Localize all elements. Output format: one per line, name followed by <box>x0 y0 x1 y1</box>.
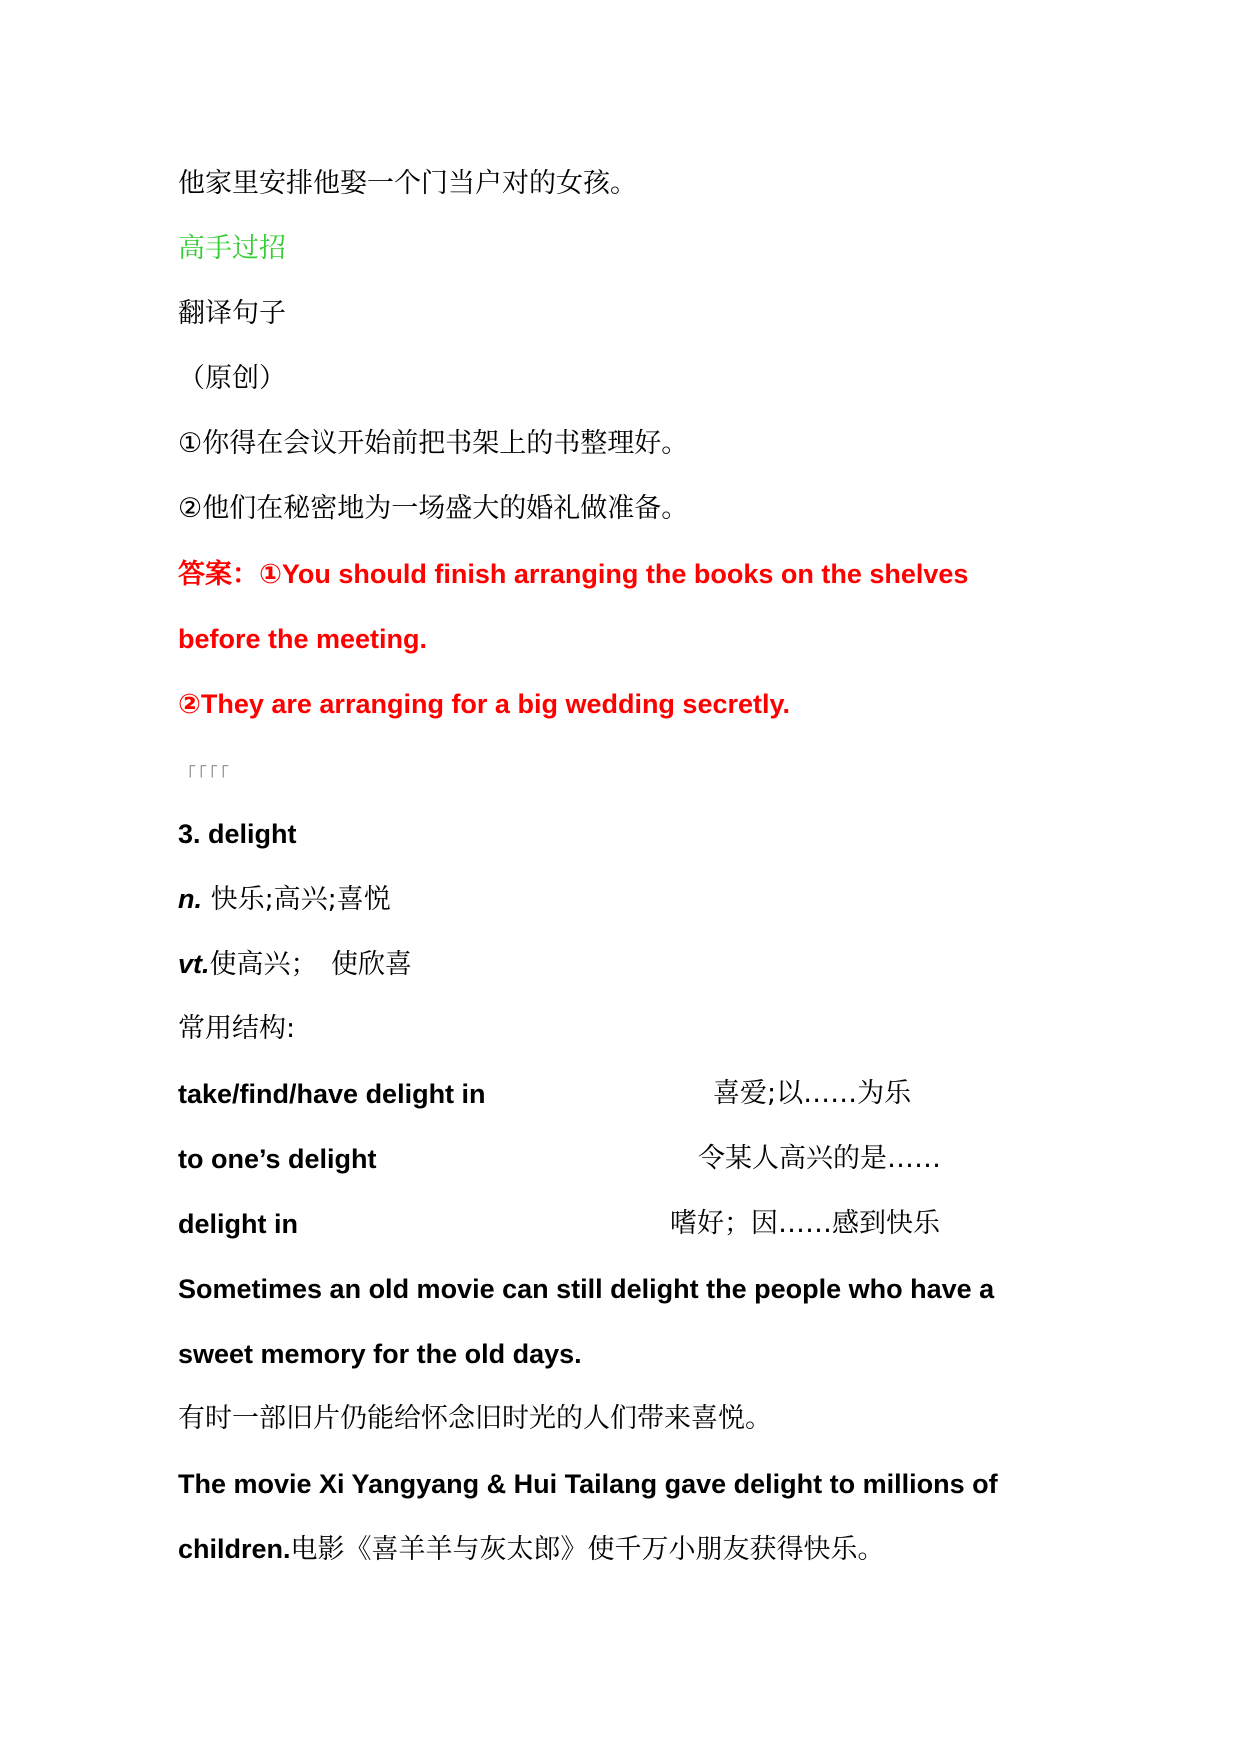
answer-line-1-cont: before the meeting. <box>178 624 428 654</box>
exercise-item-1: ①你得在会议开始前把书架上的书整理好。 <box>178 428 689 459</box>
example-1-en-line-1: Sometimes an old movie can still delight the people who have a <box>178 1274 995 1304</box>
example-2-en-line-1: The movie Xi Yangyang & Hui Tailang gave delight to millions of <box>178 1469 998 1499</box>
exercise-source: （原创） <box>178 363 286 394</box>
exercise-title: 翻译句子 <box>178 298 286 329</box>
phrase-2-zh: 令某人高兴的是…… <box>698 1143 941 1174</box>
paragraph-intro: 他家里安排他娶一个门当户对的女孩。 <box>178 168 637 199</box>
definition-verb-text: 使高兴； 使欣喜 <box>209 949 413 980</box>
example-2-zh: 电影《喜羊羊与灰太郎》使千万小朋友获得快乐。 <box>290 1534 885 1565</box>
definition-noun <box>178 881 391 918</box>
answer-line-1 <box>178 556 968 592</box>
section-heading-gaoshouguozhao: 高手过招 <box>178 233 286 264</box>
structures-label: 常用结构: <box>178 1013 296 1044</box>
phrase-1-en: take/find/have delight in <box>178 1079 486 1109</box>
phrase-3-zh: 嗜好；因……感到快乐 <box>670 1208 940 1239</box>
example-1-zh: 有时一部旧片仍能给怀念旧时光的人们带来喜悦。 <box>178 1403 772 1434</box>
phrase-3-en: delight in <box>178 1209 298 1239</box>
exercise-item-2: ②他们在秘密地为一场盛大的婚礼做准备。 <box>178 493 689 524</box>
pos-noun: n. <box>178 884 202 914</box>
answer-label: 答案： <box>178 559 259 589</box>
answer-line-2: ②They are arranging for a big wedding secretly. <box>178 689 791 719</box>
definition-verb <box>178 946 412 983</box>
example-2-en-end: children. <box>178 1534 291 1564</box>
answer-1-text: ①You should finish arranging the books on the shelves <box>259 559 969 589</box>
pos-verb: vt. <box>178 949 210 979</box>
corner-marks: 「「「「 <box>178 765 231 786</box>
definition-noun-text: 快乐;高兴;喜悦 <box>202 884 391 915</box>
phrase-1-zh: 喜爱;以……为乐 <box>713 1078 912 1109</box>
word-heading-delight: 3. delight <box>178 819 297 849</box>
phrase-2-en: to one’s delight <box>178 1144 377 1174</box>
example-2-line-2 <box>178 1531 885 1568</box>
example-1-en-line-2: sweet memory for the old days. <box>178 1339 582 1369</box>
